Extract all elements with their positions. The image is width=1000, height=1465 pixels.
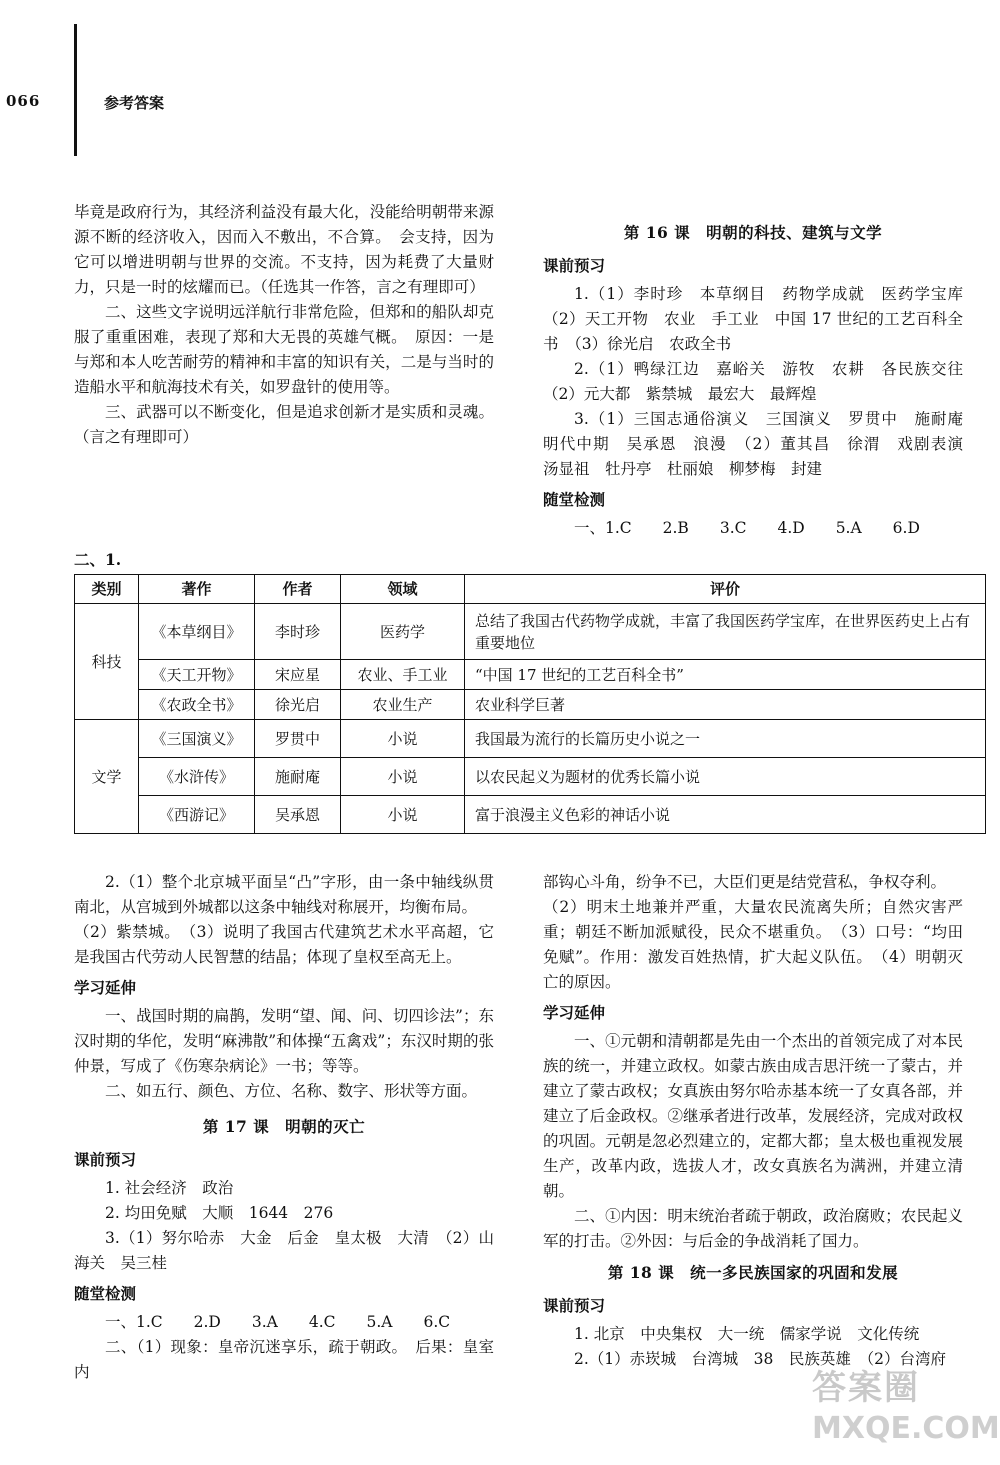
preview-heading: 课前预习 [74, 1150, 137, 1169]
check-answer-2: 二、（1）现象：皇帝沉迷享乐，疏于朝政。 后果：皇室内 [74, 1338, 494, 1381]
watermark [812, 1360, 1000, 1460]
field-cell: 小说 [341, 796, 465, 834]
table-header-row [75, 575, 986, 604]
check-heading: 随堂检测 [74, 1284, 137, 1303]
paragraph-1-continuation: 毕竟是政府行为，其经济利益没有最大化，没能给明朝带来源源不断的经济收入，因而入不敷出，不合算。 会支持，因为它可以增进明朝与世界的交流。不支持，因为耗费了大量财力，只是一时的炫耀而已。（任选其一作答，言之有理即可） [74, 203, 494, 296]
work-cell: 《农政全书》 [139, 690, 255, 720]
header-author: 作者 [255, 575, 341, 604]
check-answer-2-parts: （2）明末土地兼并严重，大量农民流离失所；自然灾害严重；朝廷不断加派赋役，民众不堪重负。 （3）口号：“均田免赋”。作用：激发百姓热情，扩大起义队伍。 （4）明朝灭亡的原因。 [543, 898, 963, 991]
field-cell: 小说 [341, 758, 465, 796]
field-cell: 小说 [341, 720, 465, 758]
top-right-column [543, 214, 979, 541]
preview-heading: 课前预习 [543, 256, 606, 275]
table-row [75, 660, 986, 690]
work-cell: 《三国演义》 [139, 720, 255, 758]
author-cell: 徐光启 [255, 690, 341, 720]
lesson-17-title: 第 17 课 明朝的灭亡 [202, 1117, 366, 1136]
field-cell: 医药学 [341, 604, 465, 660]
header-work: 著作 [139, 575, 255, 604]
field-cell: 农业、手工业 [341, 660, 465, 690]
category-cell: 文学 [75, 720, 139, 834]
check-answers: 一、1.C 2.D 3.A 4.C 5.A 6.C [105, 1313, 451, 1331]
preview-answer-1: 1. 北京 中央集权 大一统 儒家学说 文化传统 [574, 1325, 920, 1343]
author-cell: 宋应星 [255, 660, 341, 690]
bottom-right-column [543, 870, 963, 1372]
preview-heading: 课前预习 [543, 1296, 606, 1315]
table-row [75, 720, 986, 758]
extend-answer-2: 二、如五行、颜色、方位、名称、数字、形状等方面。 [105, 1082, 478, 1100]
category-cell: 科技 [75, 604, 139, 720]
check-heading: 随堂检测 [543, 490, 606, 509]
header-rule [74, 24, 77, 156]
preview-answer-2: 2. 均田免赋 大顺 1644 276 [105, 1204, 334, 1222]
evaluation-cell: 总结了我国古代药物学成就，丰富了我国医药学宝库，在世界医药史上占有重要地位 [465, 604, 986, 660]
watermark-logo: 答案圈 [812, 1368, 920, 1408]
works-table [74, 574, 986, 834]
preview-answer-2: 2.（1）赤崁城 台湾城 38 民族英雄 （2）台湾府 [574, 1350, 946, 1368]
evaluation-cell: 以农民起义为题材的优秀长篇小说 [465, 758, 986, 796]
table-row [75, 758, 986, 796]
work-cell: 《天工开物》 [139, 660, 255, 690]
preview-answer-3: 3.（1）三国志通俗演义 三国演义 罗贯中 施耐庵 明代中期 吴承恩 浪漫 （2）董其昌 徐渭 戏剧表演 汤显祖 牡丹亭 杜丽娘 柳梦梅 封建 [543, 410, 979, 478]
paragraph-zheng-he: 二、这些文字说明远洋航行非常危险，但郑和的船队却克服了重重困难，表现了郑和大无畏的英雄气概。 原因：一是与郑和本人吃苦耐劳的精神和丰富的知识有关，二是与当时的造船水平和航海技术有关，如罗盘针的使用等。 [74, 303, 494, 396]
table-label: 二、1. [74, 550, 122, 569]
author-cell: 吴承恩 [255, 796, 341, 834]
work-cell: 《西游记》 [139, 796, 255, 834]
table-row [75, 796, 986, 834]
author-cell: 李时珍 [255, 604, 341, 660]
extend-answer-2: 二、①内因：明末统治者疏于朝政，政治腐败；农民起义军的打击。②外因：与后金的争战消耗了国力。 [543, 1207, 963, 1250]
bottom-left-column [74, 870, 494, 1385]
table-row [75, 604, 986, 660]
evaluation-cell: 我国最为流行的长篇历史小说之一 [465, 720, 986, 758]
top-left-column [74, 200, 494, 450]
evaluation-cell: “中国 17 世纪的工艺百科全书” [465, 660, 986, 690]
extend-answer-1: 一、①元朝和清朝都是先由一个杰出的首领完成了对本民族的统一，并建立政权。如蒙古族由成吉思汗统一了蒙古，并建立了蒙古政权；女真族由努尔哈赤基本统一了女真各部，并建立了后金政权。②继承者进行改革，发展经济，完成对政权的巩固。元朝是忽必烈建立的，定都大都；皇太极也重视发展生产，改革内政，选拔人才，改女真族名为满洲，并建立清朝。 [543, 1032, 963, 1200]
header-field: 领域 [341, 575, 465, 604]
work-cell: 《本草纲目》 [139, 604, 255, 660]
table-row [75, 690, 986, 720]
lesson-16-title: 第 16 课 明朝的科技、建筑与文学 [623, 223, 883, 242]
field-cell: 农业生产 [341, 690, 465, 720]
paragraph-weapons: 三、武器可以不断变化，但是追求创新才是实质和灵魂。（言之有理即可） [74, 403, 494, 446]
preview-answer-1: 1. 社会经济 政治 [105, 1179, 234, 1197]
extend-answer-1: 一、战国时期的扁鹊，发明“望、闻、问、切四诊法”；东汉时期的华佗，发明“麻沸散”和体操“五禽戏”；东汉时期的张仲景，写成了《伤寒杂病论》一书；等等。 [74, 1007, 494, 1075]
author-cell: 施耐庵 [255, 758, 341, 796]
check-answer-2-continued: 部钩心斗角，纷争不已，大臣们更是结党营私，争权夺利。 [543, 873, 947, 891]
check-answers: 一、1.C 2.B 3.C 4.D 5.A 6.D [574, 519, 920, 537]
header-category: 类别 [75, 575, 139, 604]
extend-heading: 学习延伸 [74, 978, 137, 997]
work-cell: 《水浒传》 [139, 758, 255, 796]
preview-answer-3: 3.（1）努尔哈赤 大金 后金 皇太极 大清 （2）山海关 吴三桂 [74, 1229, 494, 1272]
lesson-18-title: 第 18 课 统一多民族国家的巩固和发展 [607, 1263, 899, 1282]
evaluation-cell: 富于浪漫主义色彩的神话小说 [465, 796, 986, 834]
watermark-url: MXQE.COM [812, 1411, 1000, 1446]
beijing-answer-continued: （2）紫禁城。 （3）说明了我国古代建筑艺术水平高超，它是我国古代劳动人民智慧的结晶；体现了皇权至高无上。 [74, 923, 494, 966]
header-label: 参考答案 [104, 94, 165, 112]
preview-answer-2: 2.（1）鸭绿江边 嘉峪关 游牧 农耕 各民族交往（2）元大都 紫禁城 最宏大 最辉煌 [543, 360, 963, 403]
header-evaluation: 评价 [465, 575, 986, 604]
preview-answer-1: 1.（1）李时珍 本草纲目 药物学成就 医药学宝库（2）天工开物 农业 手工业 中国 17 世纪的工艺百科全书 （3）徐光启 农政全书 [543, 285, 963, 353]
extend-heading: 学习延伸 [543, 1003, 606, 1022]
author-cell: 罗贯中 [255, 720, 341, 758]
beijing-answer: 2.（1）整个北京城平面呈“凸”字形，由一条中轴线纵贯南北，从宫城到外城都以这条中轴线对称展开，均衡布局。 [74, 873, 494, 916]
evaluation-cell: 农业科学巨著 [465, 690, 986, 720]
page-number: 066 [6, 92, 41, 110]
